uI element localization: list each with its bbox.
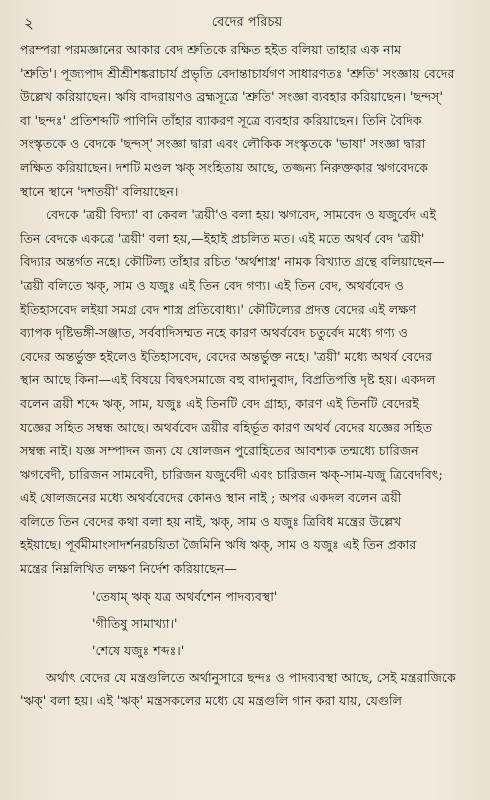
running-head: বেদের পরিচয় [211,15,283,30]
paragraph-1 [20,38,474,203]
text-line: লক্ষিত করিয়াছেন। দশটি মণ্ডল ঋক্ সংহিতায় আছে, তজ্জন্য নিরুক্তকার ঋগবেদকে [20,159,428,175]
text-line: বলিতে তিন বেদের কথা বলা হয় নাই, ঋক্, সাম ও যজুঃ ত্রিবিধ মন্ত্রের উল্লেখ [20,513,402,529]
text-line: এই ষোলজনের মধ্যে অথর্ববেদের কোনও স্থান নাই ; অপর একদল বলেন ত্রয়ী [20,490,402,506]
paragraph-3 [20,666,474,713]
body-text [20,38,474,713]
text-line: উল্লেখ করিয়াছেন। ঋষি বাদরায়ণও ব্রহ্মসূত্রে 'শ্রুতি' সংজ্ঞা ব্যবহার করিয়াছেন। 'ছন্দস্' [20,89,443,105]
text-line: পরম্পরা পরমজ্ঞানের আকার বেদ শ্রুতিকে রক্ষিত হইত বলিয়া তাহার এক নাম [20,42,402,57]
text-line: মন্ত্রের নিম্নলিখিত লক্ষণ নির্দেশ করিয়াছেন— [20,561,237,577]
text-line: অর্থাৎ বেদের যে মন্ত্রগুলিতে অর্থানুসারে ছন্দঃ ও পাদব্যবস্থা আছে, সেই মন্ত্ররাজিকে [46,669,456,685]
text-line: সংস্কৃতকে ও বেদকে 'ছন্দস্' সংজ্ঞা দ্বারা এবং লৌকিক সংস্কৃতকে 'ভাষা' সংজ্ঞা দ্বারা [20,136,426,152]
text-line: বেদের অন্তর্ভুক্ত হইলেও ইতিহাসবেদ, বেদের অন্তর্ভুক্ত নহে। 'ত্রয়ী' মধ্যে অথর্ব বেদের [20,348,433,364]
text-line: বেদকে 'ত্রয়ী বিদ্যা' বা কেবল 'ত্রয়ী'ও বলা হয়। ঋগবেদ, সামবেদ ও যজুর্বেদ এই [46,207,437,223]
text-line: বিদ্যার অন্তর্গত নহে। কৌটিল্য তাঁহার রচিত 'অর্থশাস্ত্র' নামক বিখ্যাত গ্রন্থে বলিয়াছেন— [20,254,445,270]
quotation-line: 'তেষাম্ ঋক্ যত্র অথর্বশেন পাদব্যবস্থা' [92,588,278,604]
text-line: স্থানে স্থানে 'দশতয়ী' বলিয়াছেন। [20,183,179,199]
page-header [20,12,474,34]
text-line: তিন বেদকে একত্রে 'ত্রয়ী' বলা হয়,—ইহাই প্রচলিত মত। এই মতে অথর্ব বেদ 'ত্রয়ী' [20,230,425,246]
text-line: ইতিহাসবেদ লইয়া সমগ্র বেদ শাস্ত্র প্রতিবোধ্য।' কৌটিল্যের প্রদত্ত বেদের এই লক্ষণ [20,301,417,317]
text-line: সম্বন্ধ নাই। যজ্ঞ সম্পাদন জন্য যে ষোলজন পুরোহিতের আবশ্যক তন্মধ্যে চারিজন [20,443,419,459]
paragraph-2 [20,203,474,581]
text-line: ব্যাপক দৃষ্টিভঙ্গী-সঞ্জাত, সর্ববাদিসম্মত নহে কারণ অথর্ববেদ চতুর্বেদ মধ্যে গণ্য ও [20,325,409,341]
text-line: বলেন ত্রয়ী শব্দে ঋক্, সাম, যজুঃ এই তিনটি বেদ গ্রাহ্য, কারণ এই তিনটি বেদেরই [20,395,419,411]
page-number: ২ [24,14,34,32]
text-line: 'ঋক্' বলা হয়। এই 'ঋক্' মন্ত্রসকলের মধ্যে যে মন্ত্রগুলি গান করা যায়, যেগুলি [20,693,402,709]
text-line: 'শ্রুতি'। পূজ্যপাদ শ্রীশ্রীশঙ্করাচার্য প্রভৃতি বেদান্তাচার্যগণ সাধারণতঃ 'শ্রুতি' সংজ্ঞায় বেদের [20,65,455,81]
text-line: যজ্ঞের সহিত সম্বন্ধ আছে। অথর্ববেদ ত্রয়ীর বহির্ভূত কারণ অথর্ব বেদের যজ্ঞের সহিত [20,419,433,435]
text-line: বা 'ছন্দঃ' প্রতিশব্দটি পাণিনি তাঁহার ব্যাকরণ সূত্রে ব্যবহার করিয়াছেন। তিনি বৈদিক [20,112,422,128]
text-line: 'ত্রয়ী বলিতে ঋক্, সাম ও যজুঃ এই তিন বেদ গণ্য। এই তিন বেদ, অথর্ববেদ ও [20,277,404,293]
quotation-block [92,583,474,664]
quotation-line: 'গীতিষু সামাখ্যা।' [92,615,178,631]
text-line: হইয়াছে। পূর্বমীমাংসাদর্শনরচয়িতা জৈমিনি ঋষি ঋক্, সাম ও যজুঃ এই তিন প্রকার [20,537,417,553]
quotation-line: 'শেষে যজুঃ শব্দঃ।' [92,642,185,658]
text-line: স্থান আছে কিনা—এই বিষয়ে বিদ্বৎসমাজে বহু বাদানুবাদ, বিপ্রতিপত্তি দৃষ্ট হয়। একদল [20,372,436,388]
text-line: ঋগবেদী, চারিজন সামবেদী, চারিজন যজুর্বেদী এবং চারিজন ঋক্-সাম-যজু ত্রিবেদবিৎ; [20,466,443,482]
